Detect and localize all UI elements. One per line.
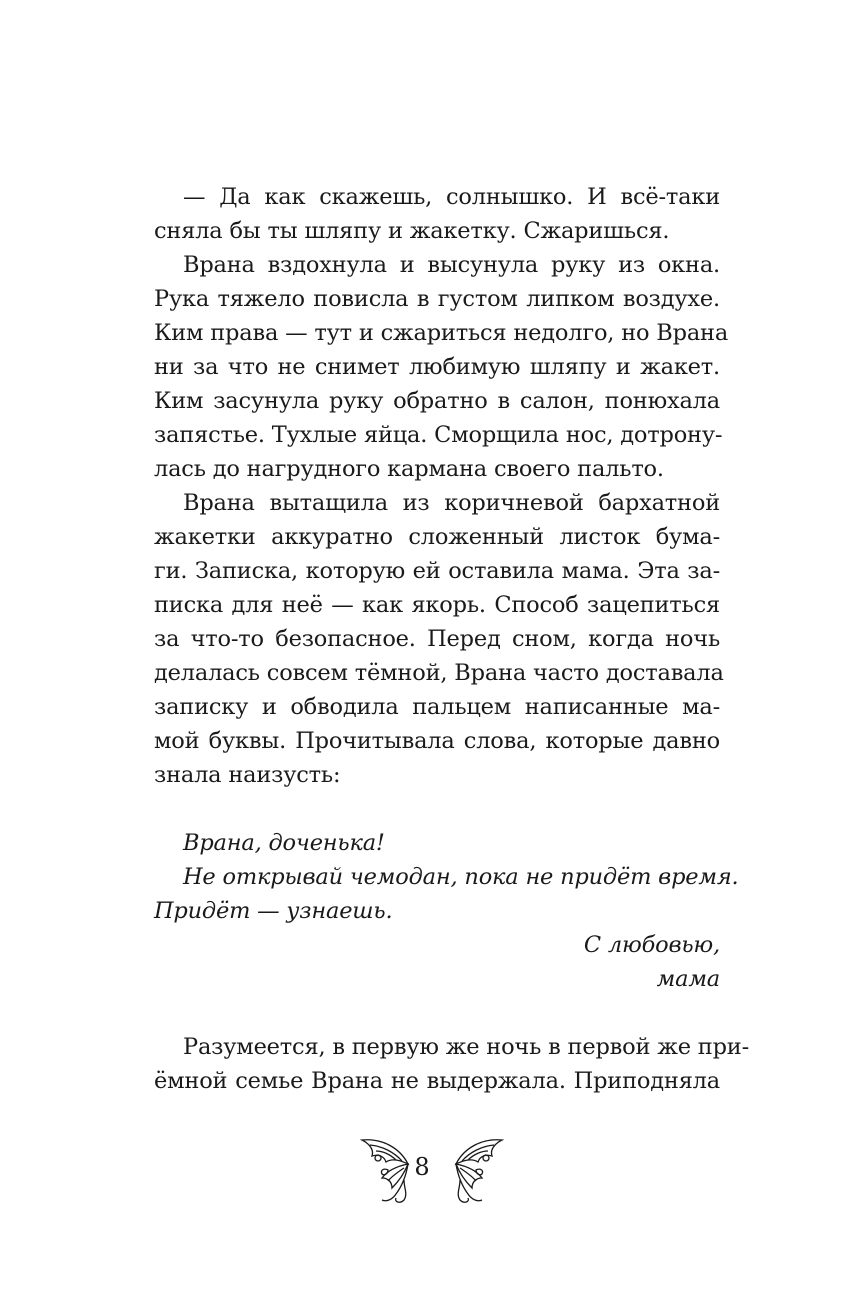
text-line: Ким засунула руку обратно в салон, понюхала xyxy=(154,388,720,414)
spacer xyxy=(154,996,720,1030)
text-line: жакетки аккуратно сложенный листок бума- xyxy=(154,524,720,550)
text-line: сняла бы ты шляпу и жакетку. Сжаришься. xyxy=(154,218,670,244)
text-line: за что-то безопасное. Перед сном, когда ночь xyxy=(154,626,720,652)
text-line: мой буквы. Прочитывала слова, которые давно xyxy=(154,728,720,754)
note-closing: С любовью, xyxy=(583,932,720,958)
text-line: ни за что не снимет любимую шляпу и жакет. xyxy=(154,354,720,380)
text-line: записку и обводила пальцем написанные ма- xyxy=(154,694,720,720)
text-line: Рука тяжело повисла в густом липком воздухе. xyxy=(154,286,720,312)
butterfly-wing-ornament-icon xyxy=(452,1130,512,1206)
paragraph-2 xyxy=(154,248,729,486)
text-line: знала наизусть: xyxy=(154,762,341,788)
text-line: Ким права — тут и сжариться недолго, но Врана xyxy=(154,320,729,346)
text-line: лась до нагрудного кармана своего пальто. xyxy=(154,456,664,482)
text-line: запястье. Тухлые яйца. Сморщила нос, дотрону- xyxy=(154,422,723,448)
paragraph-4 xyxy=(154,1030,749,1098)
mothers-note xyxy=(154,826,739,996)
text-line: — Да как скажешь, солнышко. И всё-таки xyxy=(183,184,720,210)
note-line: Придёт — узнаешь. xyxy=(154,898,393,924)
text-line: Врана вытащила из коричневой бархатной xyxy=(183,490,720,516)
note-greeting: Врана, доченька! xyxy=(183,830,385,856)
text-line: Врана вздохнула и высунула руку из окна. xyxy=(183,252,720,278)
page-number: 8 xyxy=(414,1153,430,1181)
paragraph-3 xyxy=(154,486,724,792)
text-line: ги. Записка, которую ей оставила мама. Эта за- xyxy=(154,558,720,584)
page-footer xyxy=(0,1130,844,1210)
note-signature: мама xyxy=(656,966,720,992)
spacer xyxy=(154,792,720,826)
book-page-text xyxy=(154,180,749,1098)
text-line: Разумеется, в первую же ночь в первой же при- xyxy=(183,1034,749,1060)
note-line: Не открывай чемодан, пока не придёт время. xyxy=(183,864,739,890)
text-line: ёмной семье Врана не выдержала. Приподняла xyxy=(154,1068,720,1094)
text-line: писка для неё — как якорь. Способ зацепиться xyxy=(154,592,720,618)
butterfly-wing-ornament-icon xyxy=(352,1130,412,1206)
paragraph-1 xyxy=(154,180,720,248)
text-line: делалась совсем тёмной, Врана часто доставала xyxy=(154,660,724,686)
